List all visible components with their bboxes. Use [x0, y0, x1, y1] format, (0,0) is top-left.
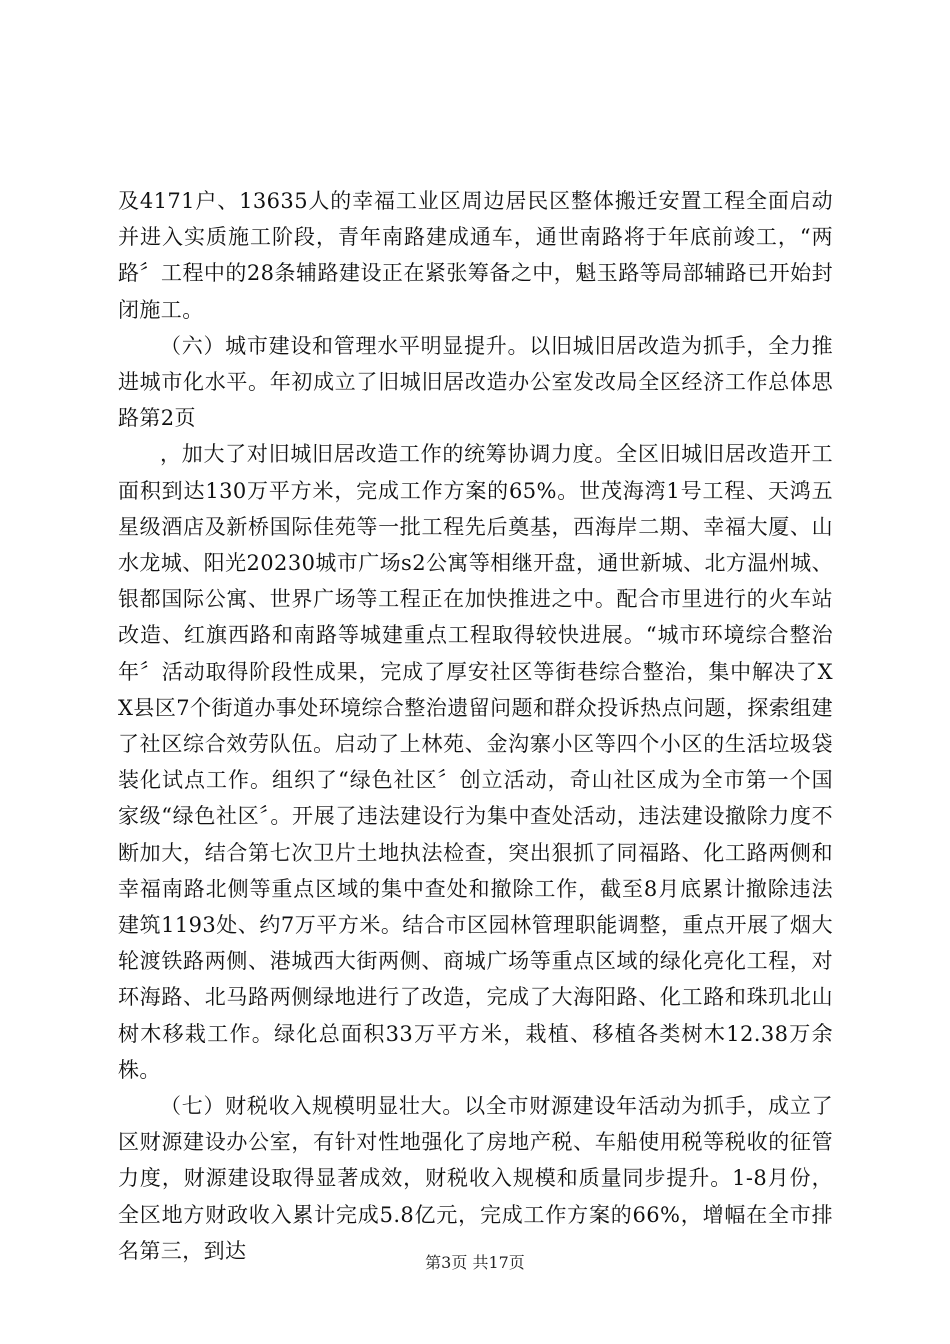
paragraph-section-six-body: ，加大了对旧城旧居改造工作的统筹协调力度。全区旧城旧居改造开工面积到达130万平方米，完成工作方案的65%。世茂海湾1号工程、天鸿五星级酒店及新桥国际佳苑等一批工程先后奠基，西海岸二期、幸福大厦、山水龙城、阳光20230城市广场s2公寓等相继开盘，通世新城、北方温州城、银都国际公寓、世界广场等工程正在加快推进之中。配合市里进行的火车站改造、红旗西路和南路等城建重点工程取得较快进展。“城市环境综合整治年〞活动取得阶段性成果，完成了厚安社区等街巷综合整治，集中解决了XX县区7个街道办事处环境综合整治遗留问题和群众投诉热点问题，探索组建了社区综合效劳队伍。启动了上林苑、金沟寨小区等四个小区的生活垃圾袋装化试点工作。组织了“绿色社区〞创立活动，奇山社区成为全市第一个国家级“绿色社区〞。开展了违法建设行为集中查处活动，违法建设撤除力度不断加大，结合第七次卫片土地执法检查，突出狠抓了同福路、化工路两侧和幸福南路北侧等重点区域的集中查处和撤除工作，截至8月底累计撤除违法建筑1193处、约7万平方米。结合市区园林管理职能调整，重点开展了烟大轮渡铁路两侧、港城西大街两侧、商城广场等重点区域的绿化亮化工程，对环海路、北马路两侧绿地进行了改造，完成了大海阳路、化工路和珠玑北山树木移栽工作。绿化总面积33万平方米，栽植、移植各类树木12.38万余株。 [118, 442, 833, 1082]
paragraph-section-seven: （七）财税收入规模明显壮大。以全市财源建设年活动为抓手，成立了区财源建设办公室，有针对性地强化了房地产税、车船使用税等税收的征管力度，财源建设取得显著成效，财税收入规模和质量同步提升。1-8月份，全区地方财政收入累计完成5.8亿元，完成工作方案的66%，增幅在全市排名第三，到达 [118, 1094, 833, 1263]
page-number-footer: 第3页 共17页 [425, 1253, 525, 1272]
document-body [118, 183, 833, 1269]
paragraph-section-six: （六）城市建设和管理水平明显提升。以旧城旧居改造为抓手，全力推进城市化水平。年初成立了旧城旧居改造办公室发改局全区经济工作总体思路第2页 [118, 333, 833, 431]
paragraph-continuation: 及4171户、13635人的幸福工业区周边居民区整体搬迁安置工程全面启动并进入实质施工阶段，青年南路建成通车，通世南路将于年底前竣工，“两路〞工程中的28条辅路建设正在紧张筹备之中，魁玉路等局部辅路已开始封闭施工。 [118, 189, 833, 322]
